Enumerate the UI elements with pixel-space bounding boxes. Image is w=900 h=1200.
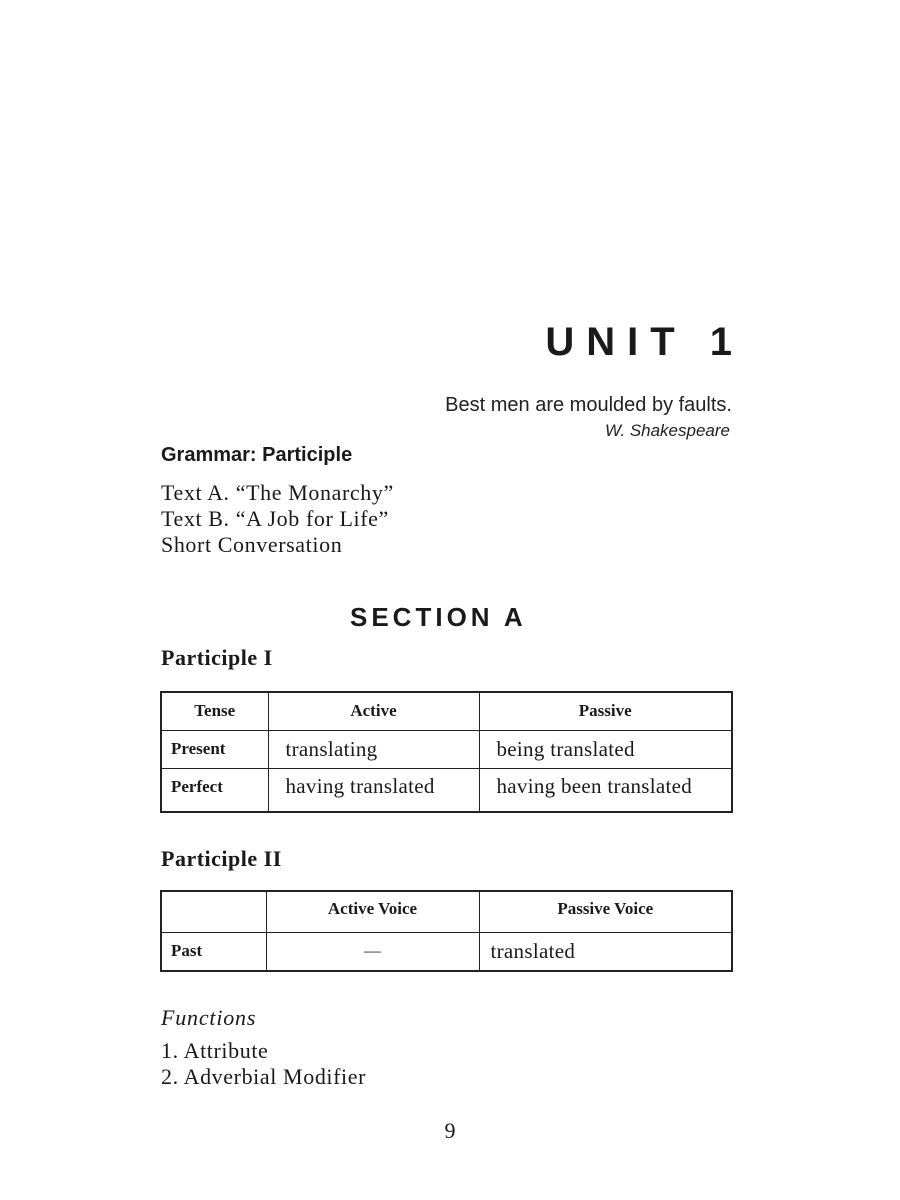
page-number: 9: [444, 1118, 456, 1143]
column-header: Passive: [479, 692, 732, 730]
column-header: Active Voice: [266, 891, 479, 932]
table-row: [161, 768, 732, 812]
table-header-row: [161, 692, 732, 730]
passive-cell: translated: [479, 932, 732, 971]
row-label: Perfect: [161, 768, 268, 812]
table-header-row: [161, 891, 732, 932]
epigraph-quote: Best men are moulded by faults.: [445, 394, 732, 416]
table-row: [161, 730, 732, 768]
active-cell: —: [266, 932, 479, 971]
column-header: Tense: [161, 692, 268, 730]
epigraph-author: W. Shakespeare: [604, 421, 730, 440]
row-label: Past: [161, 932, 266, 971]
active-cell: having translated: [268, 768, 479, 812]
contents-list: [161, 480, 394, 558]
participle-two-title: Participle II: [161, 846, 282, 871]
functions-list: [161, 1038, 366, 1090]
column-header: Active: [268, 692, 479, 730]
table-row: [161, 932, 732, 971]
participle-two-table: [160, 890, 733, 972]
functions-title: Functions: [161, 1005, 257, 1030]
passive-cell: being translated: [479, 730, 732, 768]
contents-item: Text B. “A Job for Life”: [161, 506, 389, 531]
contents-item: Short Conversation: [161, 532, 343, 557]
active-cell: translating: [268, 730, 479, 768]
column-header: Passive Voice: [479, 891, 732, 932]
passive-cell: having been translated: [479, 768, 732, 812]
participle-one-title: Participle I: [161, 645, 273, 670]
contents-item: Text A. “The Monarchy”: [161, 480, 394, 505]
participle-one-table: [160, 691, 733, 813]
list-item: 2. Adverbial Modifier: [161, 1064, 367, 1089]
grammar-heading: Grammar: Participle: [161, 444, 353, 466]
list-item: 1. Attribute: [161, 1038, 269, 1063]
section-title: SECTION A: [350, 602, 527, 632]
column-header: [161, 891, 266, 932]
row-label: Present: [161, 730, 268, 768]
unit-title: UNIT 1: [545, 320, 744, 364]
